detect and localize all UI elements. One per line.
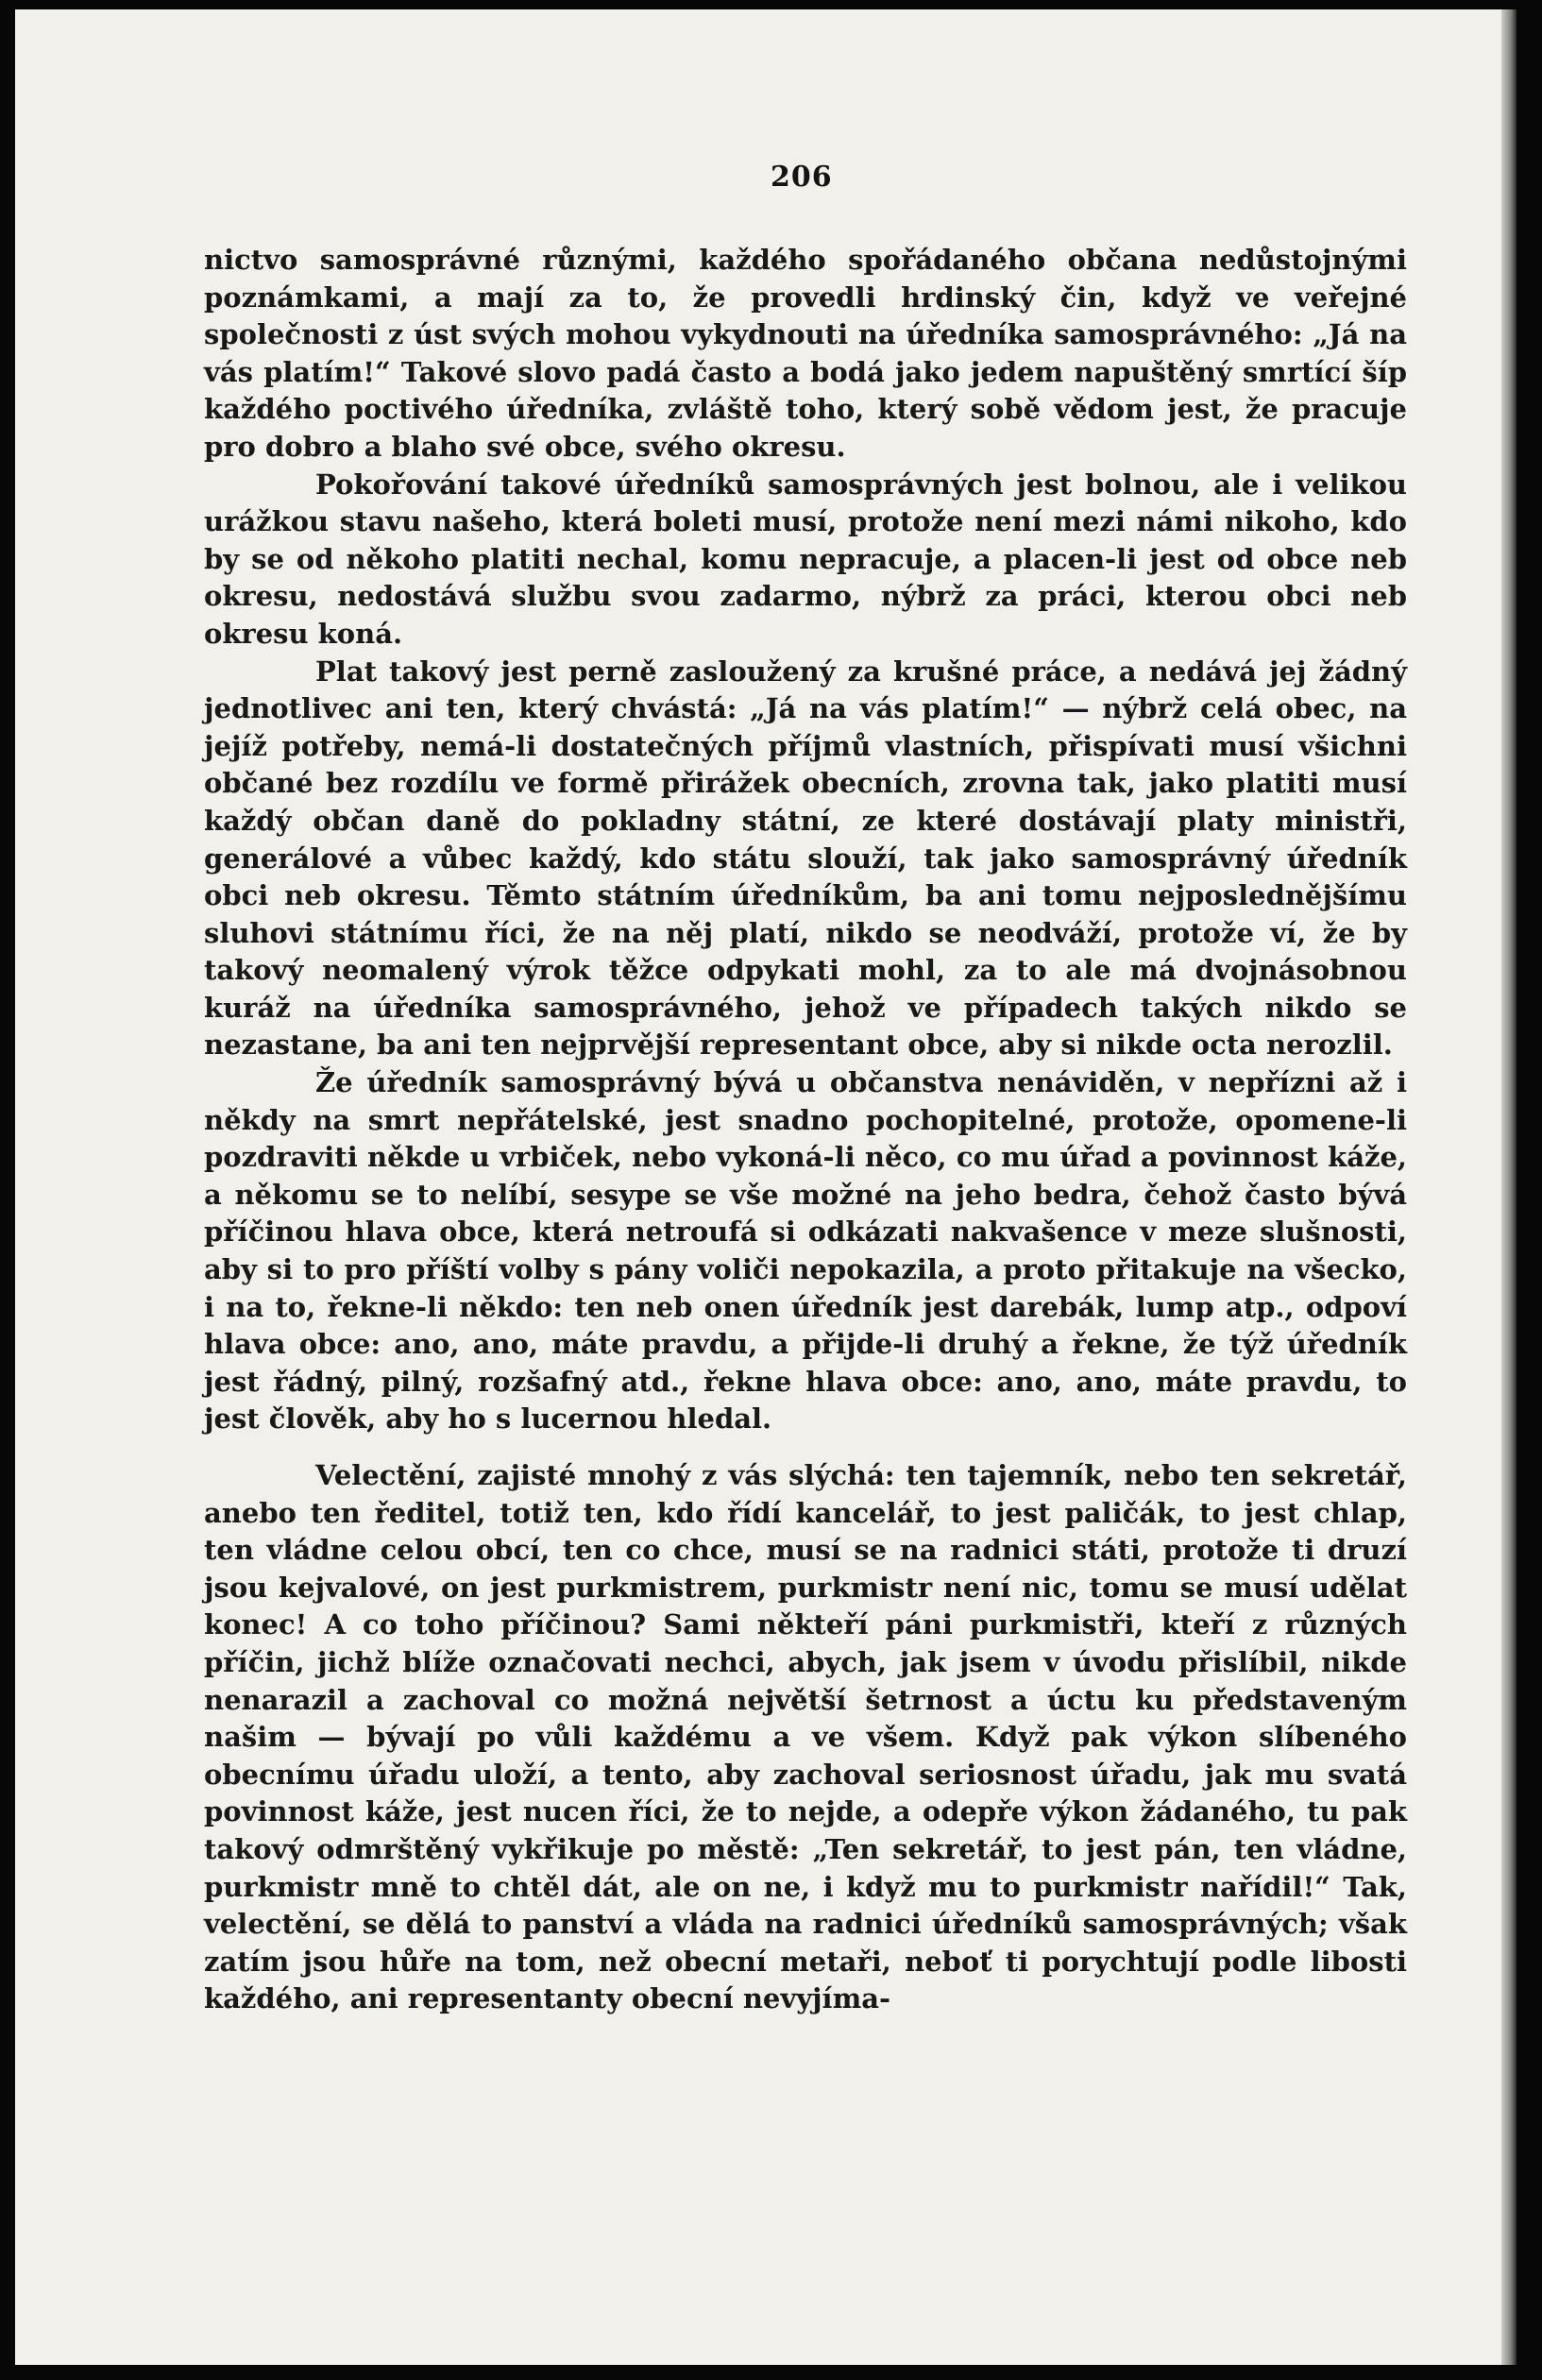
paragraph: nictvo samosprávné různými, každého spořádaného občana nedůstojnými poznámkami, a mají za to, že provedli hrdinský čin, když ve veřejné společnosti z úst svých mohou vykydnouti na úředníka samosprávného: „Já na vás platím!“ Takové slovo padá často a bodá jako jedem napuštěný smrtící šíp každého poctivého úředníka, zvláště toho, který sobě vědom jest, že pracuje pro dobro a blaho své obce, svého okresu. [204, 244, 1407, 463]
page-number: 206 [771, 161, 833, 194]
body-text [204, 242, 1407, 2018]
paragraph: Pokořování takové úředníků samosprávných jest bolnou, ale i velikou urážkou stavu našeho, která boleti musí, protože není mezi námi nikoho, kdo by se od někoho platiti nechal, komu nepracuje, a placen-li jest od obce neb okresu, nedostává službu svou zadarmo, nýbrž za práci, kterou obci neb okresu koná. [204, 468, 1407, 650]
scanned-page [15, 9, 1517, 2365]
page-binding-edge [1501, 9, 1517, 2365]
paragraph: Plat takový jest perně zasloužený za krušné práce, a nedává jej žádný jednotlivec ani ten, který chvástá: „Já na vás platím!“ — nýbrž celá obec, na jejíž potřeby, nemá-li dostatečných příjmů vlastních, přispívati musí všichni občané bez rozdílu ve formě přirážek obecních, zrovna tak, jako platiti musí každý občan daně do pokladny státní, ze které dostávají platy ministři, generálové a vůbec každý, kdo státu slouží, tak jako samosprávný úředník obci neb okresu. Těmto státním úředníkům, ba ani tomu nejposlednějšímu sluhovi státnímu říci, že na něj platí, nikdo se neodváží, protože ví, že by takový neomalený výrok těžce odpykati mohl, za to ale má dvojnásobnou kuráž na úředníka samosprávného, jehož ve případech takých nikdo se nezastane, ba ani ten nejprvější representant obce, aby si nikde octa nerozlil. [204, 654, 1407, 1062]
paragraph: Že úředník samosprávný bývá u občanstva nenáviděn, v nepřízni až i někdy na smrt nepřátelské, jest snadno pochopitelné, protože, opomene-li pozdraviti někde u vrbiček, nebo vykoná-li něco, co mu úřad a povinnost káže, a někomu se to nelíbí, sesype se vše možné na jeho bedra, čehož často bývá příčinou hlava obce, která netroufá si odkázati nakvašence v meze slušnosti, aby si to pro příští volby s pány voliči nepokazila, a proto přitakuje na všecko, i na to, řekne-li někdo: ten neb onen úředník jest darebák, lump atp., odpoví hlava obce: ano, ano, máte pravdu, a přijde-li druhý a řekne, že týž úředník jest řádný, pilný, rozšafný atd., řekne hlava obce: ano, ano, máte pravdu, to jest člověk, aby ho s lucernou hledal. [204, 1066, 1407, 1436]
paragraph: Velectění, zajisté mnohý z vás slýchá: ten tajemník, nebo ten sekretář, anebo ten ředitel, totiž ten, kdo řídí kancelář, to jest paličák, to jest chlap, ten vládne celou obcí, ten co chce, musí se na radnici státi, protože ti druzí jsou kejvalové, on jest purkmistrem, purkmistr není nic, tomu se musí udělat konec! A co toho příčinou? Sami někteří páni purkmistři, kteří z různých příčin, jichž blíže označovati nechci, abych, jak jsem v úvodu přislíbil, nikde nenarazil a zachoval co možná největší šetrnost a úctu ku představeným našim — bývají po vůli každému a ve všem. Když pak výkon slíbeného obecnímu úřadu uloží, a tento, aby zachoval seriosnost úřadu, jak mu svatá povinnost káže, jest nucen říci, že to nejde, a odepře výkon žádaného, tu pak takový odmrštěný vykřikuje po městě: „Ten sekretář, to jest pán, ten vládne, purkmistr mně to chtěl dát, ale on ne, i když mu to purkmistr nařídil!“ Tak, velectění, se dělá to panství a vláda na radnici úředníků samosprávných; však zatím jsou hůře na tom, než obecní metaři, neboť ti porychtují podle libosti každého, ani representanty obecní nevyjíma- [204, 1459, 1407, 2015]
